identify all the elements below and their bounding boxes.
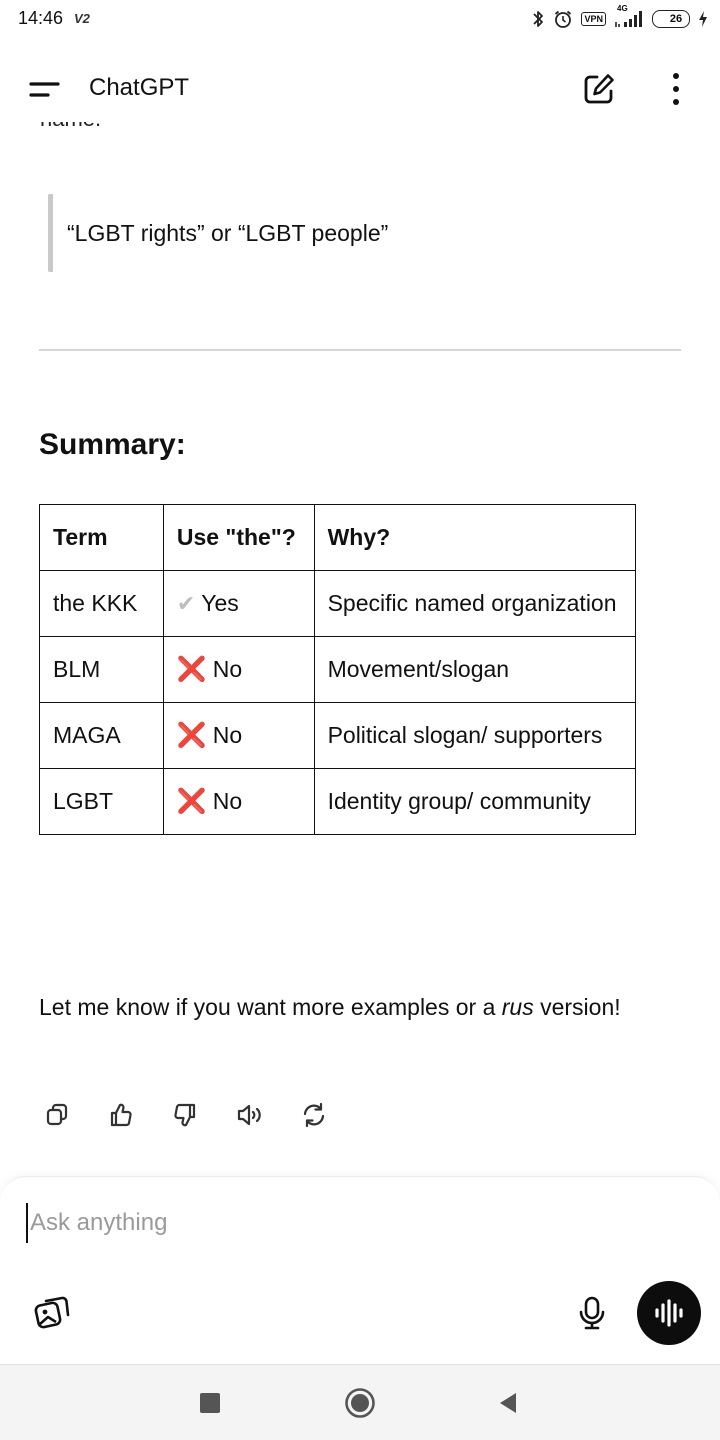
table-cell-term: BLM [40, 637, 164, 703]
table-row [40, 571, 636, 637]
app-title: ChatGPT [89, 74, 190, 101]
blockquote-text: “LGBT rights” or “LGBT people” [67, 220, 389, 246]
table-cell-why: Specific named organization [314, 571, 635, 637]
more-options-button[interactable] [662, 70, 690, 108]
table-header-row [40, 505, 636, 571]
table-cell-why: Movement/slogan [314, 637, 635, 703]
good-response-button[interactable] [104, 1098, 168, 1132]
battery-level: 26 [669, 13, 683, 25]
table-cell-answer: Yes [201, 590, 239, 616]
table-cell-term: MAGA [40, 703, 164, 769]
message-actions [40, 1098, 360, 1132]
table-cell-term: the KKK [40, 571, 164, 637]
table-cell-term: LGBT [40, 769, 164, 835]
status-carrier-badge: V2 [74, 11, 90, 26]
cross-mark-icon: ❌ [176, 656, 207, 683]
table-row [40, 637, 636, 703]
closing-text-before: Let me know if you want more examples or a [39, 994, 502, 1020]
blockquote [48, 194, 548, 272]
charging-icon [698, 10, 708, 28]
closing-text-after: version! [533, 994, 621, 1020]
summary-heading: Summary: [39, 428, 186, 461]
voice-mode-button[interactable] [637, 1281, 701, 1345]
table-cell-use [163, 571, 314, 637]
bluetooth-icon [531, 9, 545, 29]
bad-response-button[interactable] [168, 1098, 232, 1132]
alarm-icon [553, 9, 573, 29]
closing-text-emphasis: rus [501, 994, 534, 1020]
table-row [40, 703, 636, 769]
table-cell-answer: No [212, 788, 243, 814]
thumbs-down-icon [172, 1102, 198, 1128]
status-bar [0, 0, 720, 40]
composer [0, 1176, 720, 1364]
menu-icon [28, 74, 62, 104]
table-cell-why: Identity group/ community [314, 769, 635, 835]
image-attach-icon [32, 1293, 72, 1333]
table-header-term: Term [40, 505, 164, 571]
read-aloud-icon [236, 1102, 264, 1128]
check-mark-icon: ✔ [176, 591, 196, 616]
table-cell-answer: No [212, 656, 243, 682]
new-chat-icon [580, 70, 618, 108]
sidebar-menu-button[interactable] [28, 74, 62, 104]
prompt-input[interactable] [26, 1203, 586, 1243]
signal-icon [614, 4, 644, 28]
table-cell-use [163, 703, 314, 769]
table-cell-answer: No [212, 722, 243, 748]
app-header [0, 56, 720, 122]
regenerate-button[interactable] [296, 1098, 360, 1132]
regenerate-icon [300, 1102, 328, 1128]
table-header-use-the: Use "the"? [163, 505, 314, 571]
voice-waveform-icon [653, 1299, 685, 1327]
battery-icon [652, 10, 690, 28]
home-circle-icon [344, 1387, 376, 1419]
network-type-label: 4G [617, 4, 628, 13]
back-button[interactable] [490, 1385, 526, 1421]
copy-icon [44, 1102, 70, 1128]
cross-mark-icon: ❌ [176, 788, 207, 815]
table-cell-use [163, 769, 314, 835]
dictate-button[interactable] [574, 1293, 610, 1333]
closing-message [39, 988, 659, 1027]
microphone-icon [574, 1293, 610, 1333]
cross-mark-icon: ❌ [176, 722, 207, 749]
table-cell-use [163, 637, 314, 703]
attach-media-button[interactable] [32, 1293, 72, 1333]
status-time: 14:46 [18, 8, 64, 28]
recent-apps-button[interactable] [192, 1385, 228, 1421]
chat-content[interactable] [0, 122, 720, 1172]
copy-button[interactable] [40, 1098, 104, 1132]
table-cell-why: Political slogan/ supporters [314, 703, 635, 769]
square-icon [199, 1392, 221, 1414]
home-button[interactable] [342, 1385, 378, 1421]
summary-table [39, 504, 636, 835]
table-row [40, 769, 636, 835]
vpn-badge: VPN [581, 12, 606, 26]
section-divider [39, 349, 681, 351]
read-aloud-button[interactable] [232, 1098, 296, 1132]
thumbs-up-icon [108, 1102, 134, 1128]
back-triangle-icon [496, 1391, 520, 1415]
system-navigation-bar [0, 1364, 720, 1440]
new-chat-button[interactable] [580, 70, 618, 108]
table-header-why: Why? [314, 505, 635, 571]
status-icons [531, 4, 708, 30]
more-vertical-icon [662, 70, 690, 108]
